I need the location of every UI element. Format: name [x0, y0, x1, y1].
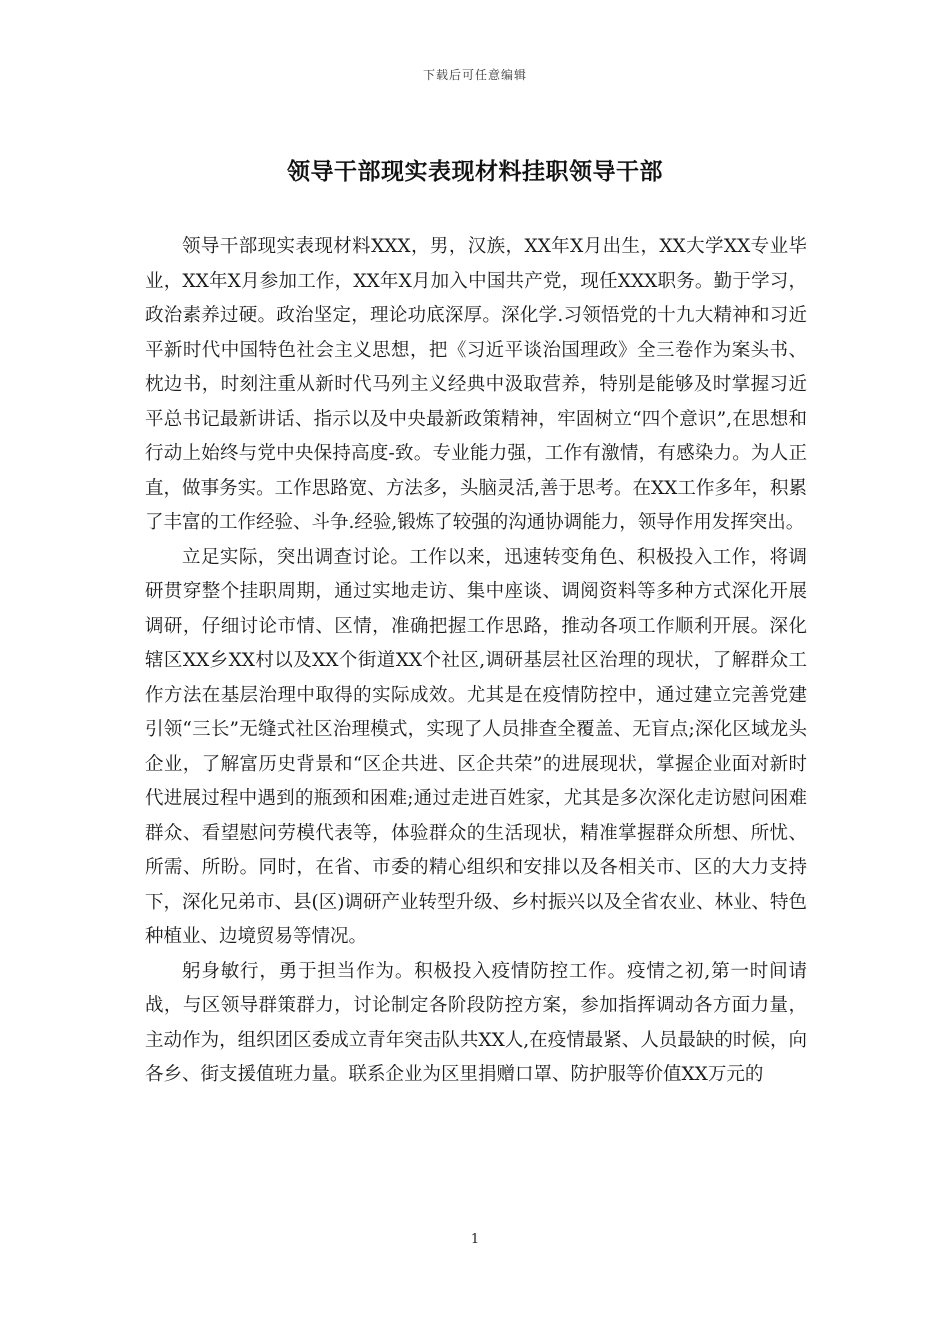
paragraph: 立足实际，突出调查讨论。工作以来，迅速转变角色、积极投入工作，将调研贯穿整个挂职周期，通过实地走访、集中座谈、调阅资料等多种方式深化开展调研，仔细讨论市情、区情，准确把握工作思路，推动各项工作顺利开展。深化辖区XX乡XX村以及XX个街道XX个社区,调研基层社区治理的现状，了解群众工作方法在基层治理中取得的实际成效。尤其是在疫情防控中，通过建立完善党建引领“三长”无缝式社区治理模式，实现了人员排查全覆盖、无盲点;深化区域龙头企业，了解富历史背景和“区企共进、区企共荣”的进展现状，掌握企业面对新时代进展过程中遇到的瓶颈和困难;通过走进百姓家，尤其是多次深化走访慰问困难群众、看望慰问劳模代表等，体验群众的生活现状，精准掌握群众所想、所忧、所需、所盼。同时，在省、市委的精心组织和安排以及各相关市、区的大力支持下，深化兄弟市、县(区)调研产业转型升级、乡村振兴以及全省农业、林业、特色种植业、边境贸易等情况。: [145, 546, 807, 947]
paragraph: 躬身敏行，勇于担当作为。积极投入疫情防控工作。疫情之初,第一时间请战，与区领导群策群力，讨论制定各阶段防控方案，参加指挥调动各方面力量，主动作为，组织团区委成立青年突击队共XX人,在疫情最紧、人员最缺的时候，向各乡、街支援值班力量。联系企业为区里捐赠口罩、防护服等价值XX万元的: [145, 960, 807, 1085]
document-title: 领导干部现实表现材料挂职领导干部: [287, 158, 663, 185]
page-number: 1: [470, 1232, 480, 1247]
paragraph: 领导干部现实表现材料XXX，男，汉族，XX年X月出生，XX大学XX专业毕业，XX年X月参加工作，XX年X月加入中国共产党，现任XXX职务。勤于学习，政治素养过硬。政治坚定，理论功底深厚。深化学.习领悟党的十九大精神和习近平新时代中国特色社会主义思想，把《习近平谈治国理政》全三卷作为案头书、枕边书，时刻注重从新时代马列主义经典中汲取营养，特别是能够及时掌握习近平总书记最新讲话、指示以及中央最新政策精神，牢固树立“四个意识”,在思想和行动上始终与党中央保持高度-致。专业能力强，工作有激情，有感染力。为人正直，做事务实。工作思路宽、方法多，头脑灵活,善于思考。在XX工作多年，积累了丰富的工作经验、斗争.经验,锻炼了较强的沟通协调能力，领导作用发挥突出。: [145, 236, 807, 533]
document-body: [145, 230, 807, 1093]
header-note: 下载后可任意编辑: [422, 68, 527, 82]
